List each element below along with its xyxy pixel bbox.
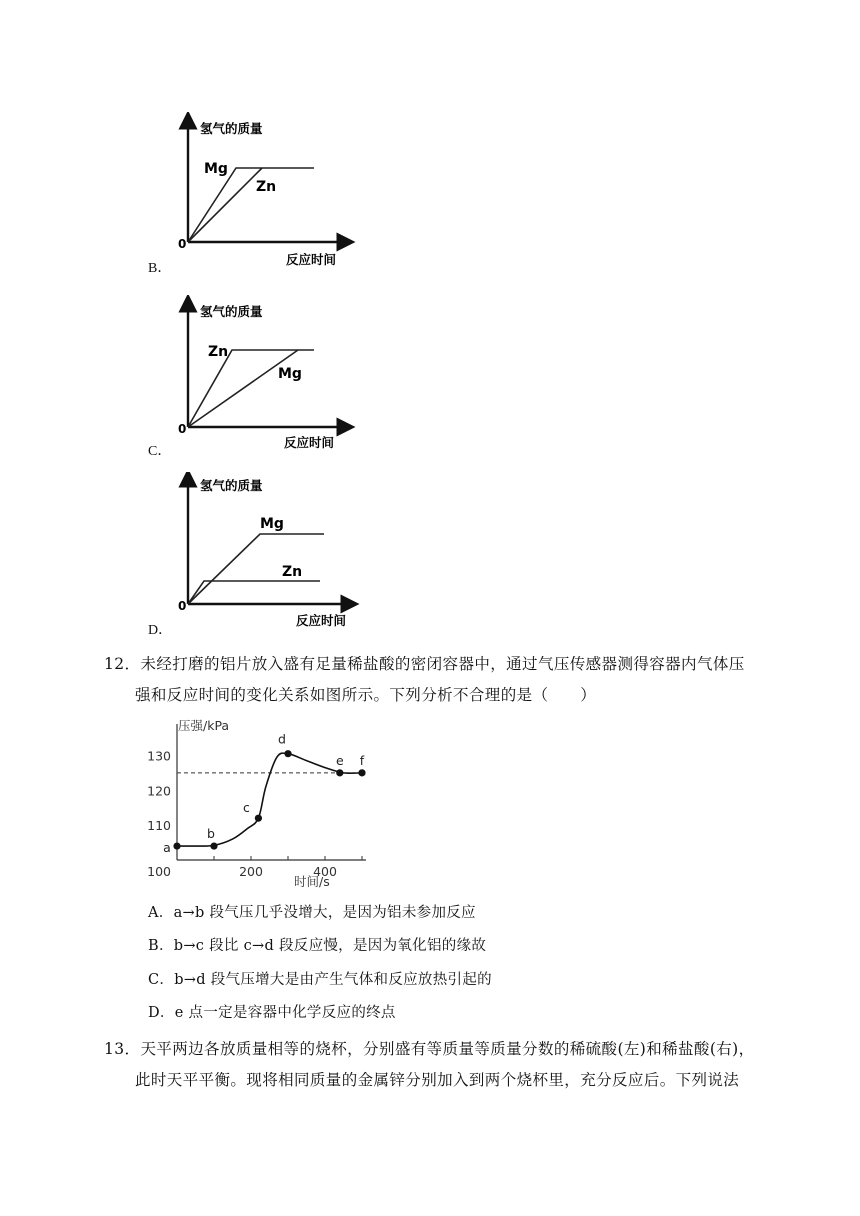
y-axis-label: 压强/kPa [178, 718, 230, 733]
zn-label: Zn [208, 344, 229, 360]
q13-number: 13． [104, 1040, 141, 1058]
q12-line2: 强和反应时间的变化关系如图所示。下列分析不合理的是（ ） [135, 686, 597, 704]
option-d-letter: D． [148, 623, 173, 638]
mg-label: Mg [278, 366, 302, 382]
q13-text-1: 天平两边各放质量相等的烧杯，分别盛有等质量等质量分数的稀硫酸(左)和稀盐酸(右)， [140, 1040, 755, 1058]
y-axis-label: 氢气的质量 [200, 121, 263, 136]
point-label-c: c [242, 800, 250, 816]
x-tick-label: 400 [313, 864, 337, 879]
q12-choice-d[interactable]: D．e 点一定是容器中化学反应的终点 [148, 1005, 396, 1021]
origin-label: 0 [178, 237, 187, 251]
point-label-b: b [207, 826, 215, 842]
zn-line [188, 350, 314, 427]
q12-choice-c[interactable]: C．b→d 段气压增大是由产生气体和反应放热引起的 [148, 972, 492, 988]
q12-choice-a[interactable]: A．a→b 段气压几乎没增大，是因为铝未参加反应 [148, 905, 476, 921]
point-label-f: f [359, 752, 365, 768]
point-label-e: e [335, 752, 344, 768]
origin-label: 0 [178, 599, 187, 613]
x-axis-label: 反应时间 [284, 435, 335, 450]
zn-line [188, 168, 262, 242]
point-label-d: d [278, 731, 286, 747]
zn-label: Zn [256, 179, 277, 195]
point-b [210, 842, 217, 849]
q12-number: 12． [104, 655, 141, 673]
point-label-a: a [163, 840, 171, 856]
option-d-graph [170, 472, 360, 632]
pressure-curve [177, 753, 362, 846]
y-tick-label: 130 [147, 748, 171, 764]
q12-choice-b[interactable]: B．b→c 段比 c→d 段反应慢，是因为氧化铝的缘故 [148, 938, 487, 954]
point-a [173, 842, 180, 849]
y-tick-label: 120 [147, 783, 171, 799]
option-b-letter: B． [148, 261, 172, 276]
point-c [255, 815, 262, 822]
point-e [336, 769, 343, 776]
q12-line1 [104, 654, 745, 674]
mg-line [188, 534, 324, 604]
y-axis-label: 氢气的质量 [200, 478, 263, 493]
y-tick-label: 110 [147, 818, 171, 834]
y-axis-label: 氢气的质量 [200, 304, 263, 319]
origin-label: 0 [178, 422, 187, 436]
option-c-chart [170, 295, 360, 455]
mg-label: Mg [204, 161, 228, 177]
zn-label: Zn [282, 564, 303, 580]
option-c-letter: C． [148, 444, 172, 459]
q13-line2: 此时天平平衡。现将相同质量的金属锌分别加入到两个烧杯里，充分反应后。下列说法 [135, 1071, 740, 1089]
point-d [284, 750, 291, 757]
pressure-chart-svg [140, 712, 370, 892]
x-axis-label: 反应时间 [286, 252, 337, 267]
option-b-chart [170, 112, 360, 272]
mg-line [188, 350, 298, 427]
point-f [358, 769, 365, 776]
mg-label: Mg [260, 516, 284, 532]
y-tick-label: 100 [147, 864, 171, 879]
x-axis-label: 反应时间 [296, 613, 347, 628]
option-c-graph [170, 295, 360, 455]
option-d-chart [170, 472, 360, 632]
option-b-graph [170, 112, 360, 272]
pressure-chart [140, 712, 370, 892]
x-tick-label: 200 [239, 864, 263, 879]
q12-text-1: 未经打磨的铝片放入盛有足量稀盐酸的密闭容器中，通过气压传感器测得容器内气体压 [140, 655, 745, 673]
x-axis-label: 时间/s [294, 874, 330, 889]
q13-line1 [104, 1039, 755, 1059]
